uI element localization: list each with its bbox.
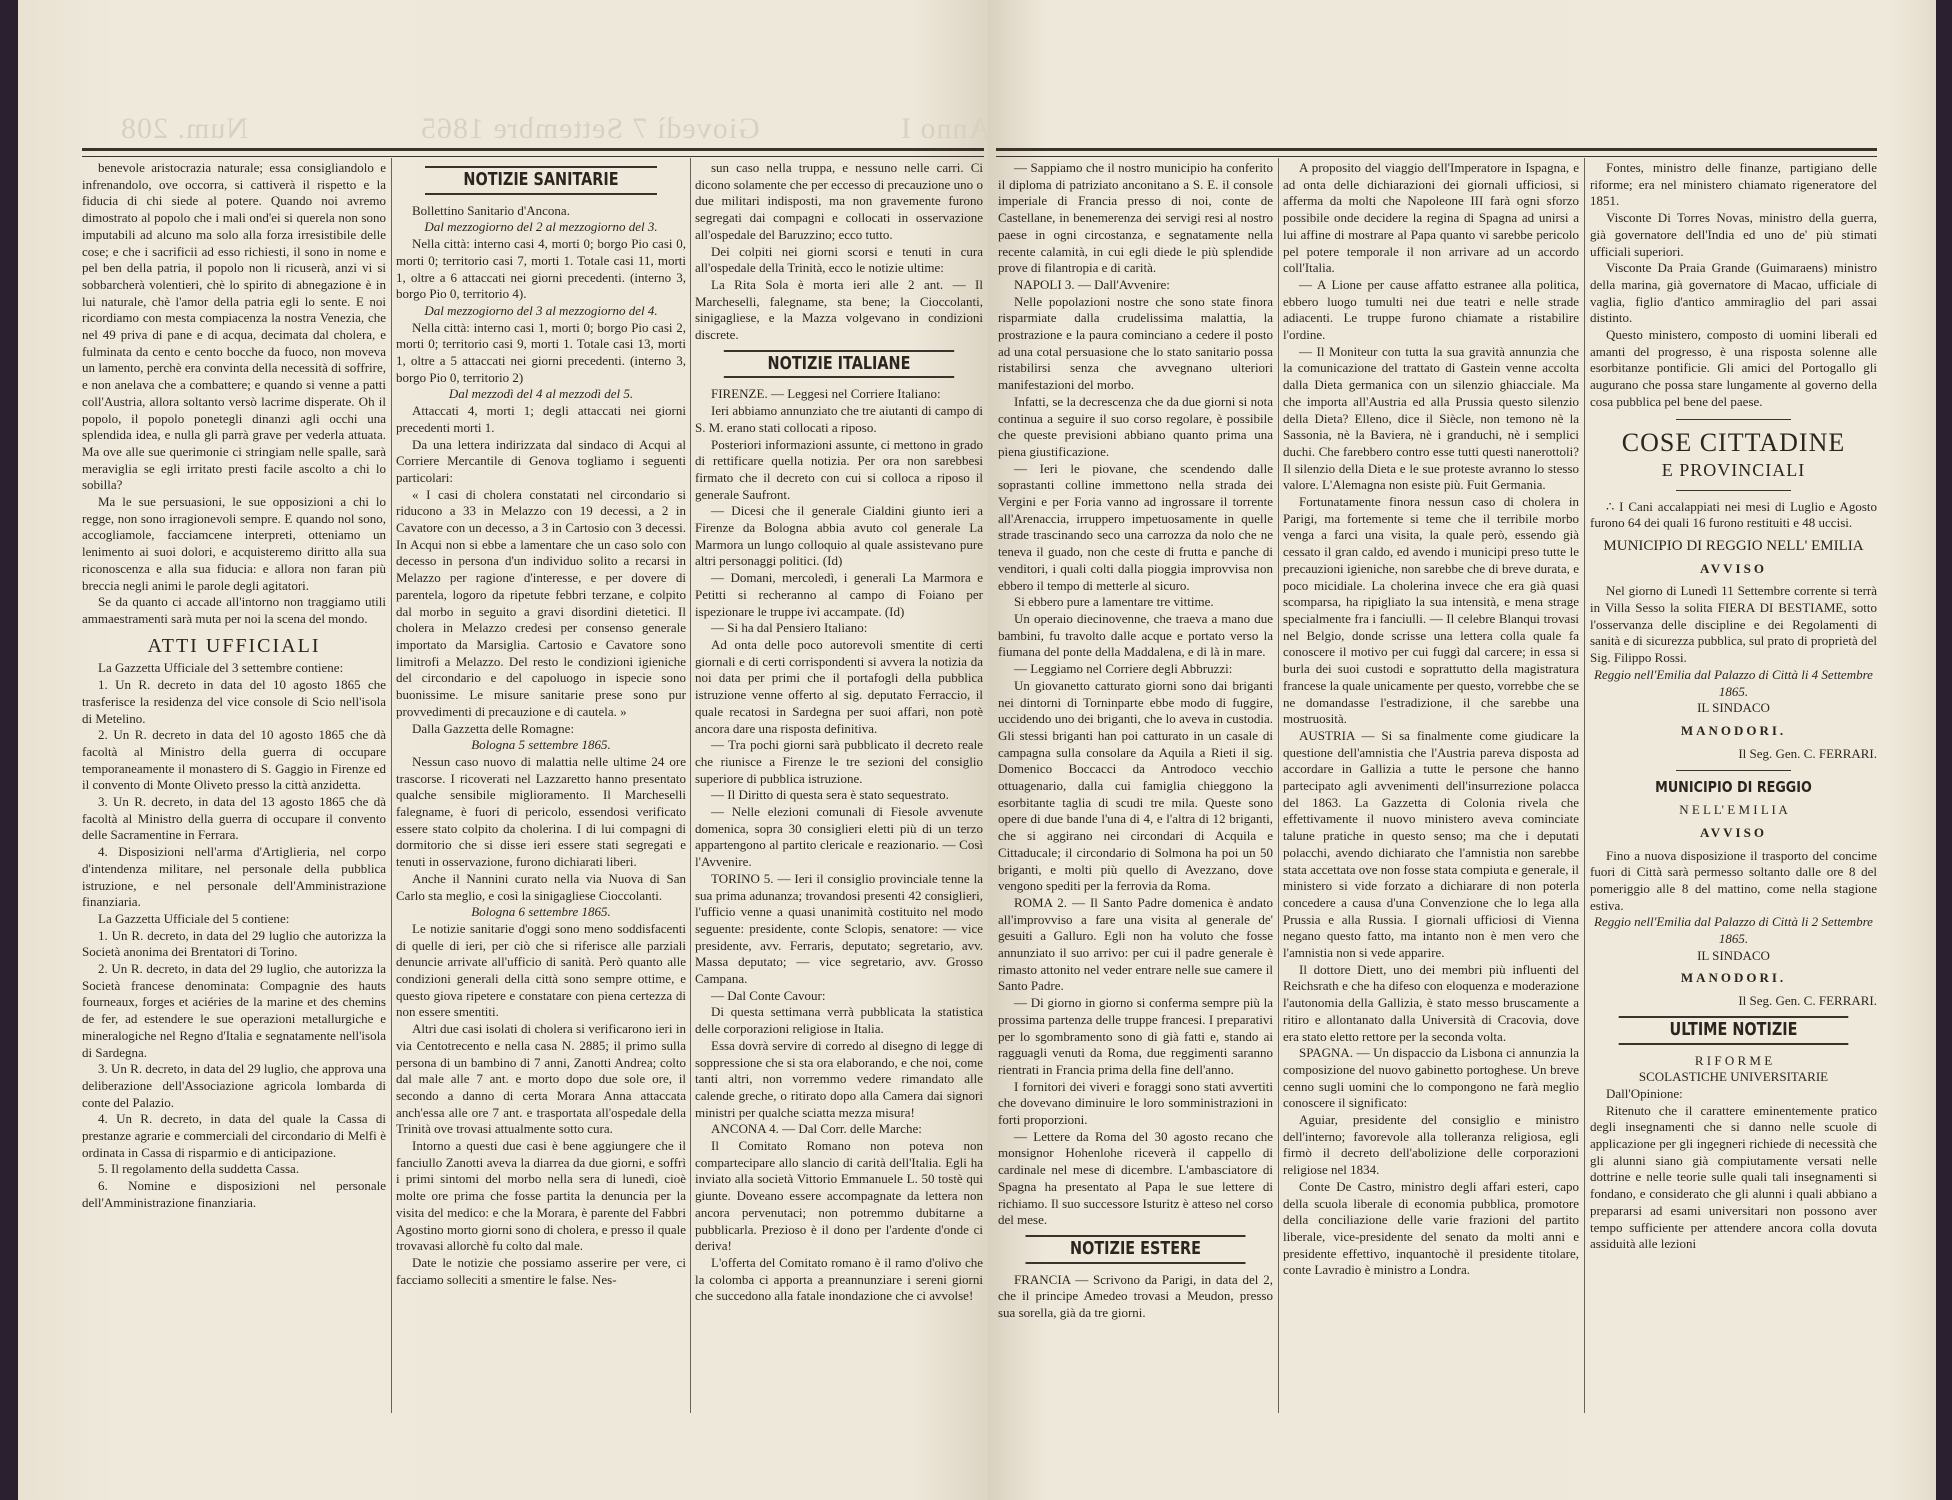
paragraph: — Dal Conte Cavour: xyxy=(711,987,826,1003)
article-column-1 xyxy=(82,160,386,1410)
divider xyxy=(1676,770,1791,771)
paragraph: Fortunatamente finora nessun caso di cholera in Parigi, ma fortemente si teme che il terribile morbo venga a farci una visita, la quale però, essendo già cessato il gran caldo, ed avendo i municipi preso tutte le precauzioni igieniche, non sarebbe che di breve durata, e poco micidiale. La cholerina invece che era già quasi scomparsa, ha ripigliato la sua intensità, e mena strage specialmente fra i fanciulli. — Il celebre Blanqui trovasi nel Belgio, donde scrisse una lettera colla quale fa conoscere il motivo per cui fuggì dal carcere; in essa si burla dei suoi custodi e soprattutto della magistratura francese la quale unicamente per questo, vorrebbe che se ne domandasse l'estradizione, il che sarebbe una mostruosità. xyxy=(1283,494,1579,727)
paragraph: Si ebbero pure a lamentare tre vittime. xyxy=(1014,594,1214,610)
dateline: Dal mezzodì del 4 al mezzodì del 5. xyxy=(448,386,634,402)
dateline: Reggio nell'Emilia dal Palazzo di Città li 4 Settembre 1865. xyxy=(1594,666,1873,699)
paragraph: Questo ministero, composto di uomini liberali ed amanti del progresso, è una risposta solenne alle esorbitanze pontificie. Gli amici del Portogallo gli augurano che possa stare lungamente al governo della cosa pubblica pel bene del paese. xyxy=(1590,327,1877,409)
paragraph: La Rita Sola è morta ieri alle 2 ant. — Il Marcheselli, falegname, sta bene; la Cioccolanti, sinigagliese, e la Mazza volgevano in condizioni discrete. xyxy=(695,276,983,343)
paragraph: Nessun caso nuovo di malattia nelle ultime 24 ore trascorse. I ricoverati nel Lazzaretto hanno presentato qualche sensibile miglioramento. Il Marcheselli falegname, è fuori di pericolo, essendosi verificato essere stato colpito da cholerina. I di lui compagni di dormitorio che si disse ieri essere stati segregati e tenuti in osservazione, furono dichiarati liberi. xyxy=(396,753,686,870)
paragraph: 1. Un R. decreto in data del 10 agosto 1865 che trasferisce la residenza del vice console di Scio nell'isola di Metelino. xyxy=(82,677,386,726)
paragraph: — Domani, mercoledì, i generali La Marmora e Petitti si recheranno al campo di Foiano per ispezionare le truppe ivi accampate. (Id) xyxy=(695,570,983,619)
paragraph: — A Lione per cause affatto estranee alla politica, ebbero luogo tumulti nei due teatri e nelle strade adiacenti. Le truppe furono chiamate a ristabilire l'ordine. xyxy=(1283,276,1579,343)
paragraph: Intorno a questi due casi è bene aggiungere che il fanciullo Zanotti aveva la diarrea da due giorni, e soffrì i primi sintomi del morbo nella sera di lunedì, cioè molte ore prima che fosse partita la denuncia per la visita del medico: e che la Morara, è parente del Fabbri Agostino morto giorni sono di cholera, e presso il quale trovavasi allorchè fu colto dal male. xyxy=(396,1138,686,1254)
paragraph: Nelle popolazioni nostre che sono state finora risparmiate dalla crudelissima malattia, la prostrazione e la paura cominciano a cedere il posto ad una cotal persuasione che lo stato sanitario possa ristabilirsi senza che avvegnano ulteriori manifestazioni del morbo. xyxy=(998,293,1273,393)
column-divider xyxy=(1278,158,1279,1413)
paragraph: FRANCIA — Scrivono da Parigi, in data del 2, che il principe Amedeo trovasi a Meudon, presso sua sorella, già da tre giorni. xyxy=(998,1271,1273,1321)
paragraph: Ad onta delle poco autorevoli smentite di certi giornali e di certi corrispondenti si avvera la notizia da noi data per primi che il portafogli della pubblica istruzione venne offerto al sig. deputato Ferraccio, il quale recatosi in Sardegna per suoi affari, non potè ancora dare una risposta definitiva. xyxy=(695,636,983,736)
paragraph: — Si ha dal Pensiero Italiano: xyxy=(711,620,868,636)
centered-line: SCOLASTICHE UNIVERSITARIE xyxy=(1638,1069,1829,1085)
centered-line: IL SINDACO xyxy=(1697,947,1770,963)
paragraph: Un operaio diecinovenne, che traeva a mano due bambini, fu travolto dalle acque e portato verso la fiumana del ponte della Maddalena, e di là in mare. xyxy=(998,610,1273,660)
paragraph: 4. Disposizioni nell'arma d'Artiglieria, nel corpo d'intendenza militare, nel personale della pubblica istruzione, e nel personale dell'Amministrazione finanziaria. xyxy=(82,844,386,910)
section-heading: NOTIZIE ESTERE xyxy=(1026,1235,1246,1264)
paragraph: Da una lettera indirizzata dal sindaco di Acqui al Corriere Mercantile di Genova togliamo i seguenti particolari: xyxy=(396,436,686,485)
paragraph: — Leggiamo nel Corriere degli Abbruzzi: xyxy=(1014,661,1233,677)
dateline: Dal mezzogiorno del 3 al mezzogiorno del 4. xyxy=(424,302,658,318)
paragraph: Dall'Opinione: xyxy=(1606,1085,1683,1101)
paragraph: ANCONA 4. — Dal Corr. delle Marche: xyxy=(711,1121,922,1137)
paragraph: Se da quanto ci accade all'intorno non traggiamo utili ammaestramenti sarà muta per noi la scena del mondo. xyxy=(82,594,386,626)
paragraph: Dalla Gazzetta delle Romagne: xyxy=(412,720,575,736)
paragraph: Date le notizie che possiamo asserire per vere, ci facciamo solleciti a smentire le false. Nes- xyxy=(396,1255,686,1287)
dateline: Bologna 5 settembre 1865. xyxy=(471,737,611,753)
paragraph: Nel giorno di Lunedì 11 Settembre corrente si terrà in Villa Sesso la solita FIERA DI BESTIAME, sotto l'osservanza delle discipline e dei Regolamenti di sanità e di sicurezza pubblica, sul prato di proprietà del Sig. Filippo Rossi. xyxy=(1590,583,1877,666)
paragraph: Bollettino Sanitario d'Ancona. xyxy=(412,202,570,218)
notice-title: MANODORI. xyxy=(1680,970,1787,986)
paragraph: Le notizie sanitarie d'oggi sono meno soddisfacenti di quelle di ieri, per ciò che si riferisce alle parziali denuncie arrivate all'ufficio di sanità. Però quanto alle condizioni generali della città sono sempre ottime, e questo giova ripetere e constatare con piena certezza di non essere smentiti. xyxy=(396,920,686,1020)
paragraph: ROMA 2. — Il Santo Padre domenica è andato all'improvviso a fare una visita al generale de' gesuiti a Galluro. Egli non ha voluto che fosse annunziato il suo arrivo: per cui il padre generale è rimasto attonito nel veder entrare nelle sue camere il Santo Padre. xyxy=(998,894,1273,994)
paragraph: 5. Il regolamento della suddetta Cassa. xyxy=(98,1161,300,1177)
centered-line: IL SINDACO xyxy=(1697,700,1770,716)
dateline: Bologna 6 settembre 1865. xyxy=(471,904,611,920)
notice-title: MANODORI. xyxy=(1680,722,1787,738)
centered-line: N E L L' E M I L I A xyxy=(1679,802,1788,818)
article-column-2 xyxy=(396,160,686,1410)
paragraph: Infatti, se la decrescenza che da due giorni si nota continua a seguire il suo corso regolare, è possibile che queste previsioni abbiano quanto prima una piena giustificazione. xyxy=(998,393,1273,459)
dateline: Dal mezzogiorno del 2 al mezzogiorno del 3. xyxy=(424,219,658,235)
paragraph: Ritenuto che il carattere eminentemente pratico degli insegnamenti che si danno nelle scuole di applicazione per gli ingegneri richiede di necessità che gli alunni siano già compiutamente versati nelle dottrine e nelle teorie sulle quali tali insegnamenti si fondano, e considerato che gli alunni i quali abbiano a prepararsi ad esami universitari non possono aver tempo sufficiente per attendere ancora colla dovuta assiduità alle lezioni xyxy=(1590,1102,1877,1252)
paragraph: 3. Un R. decreto, in data del 29 luglio, che approva una deliberazione dell'Associazione agricola lombarda di conte del Palazio. xyxy=(82,1061,386,1110)
article-column-3 xyxy=(695,160,983,1410)
article-column-5 xyxy=(1283,160,1579,1410)
paragraph: L'offerta del Comitato romano è il ramo d'olivo che la colomba ci apporta a preannunziare i sereni giorni che succedono alla fatale inondazione che ci avvolse! xyxy=(695,1255,983,1304)
paragraph: Aguiar, presidente del consiglio e ministro dell'interno; favorevole alla tolleranza religiosa, egli firmò il decreto dell'abolizione delle corporazioni religiose nel 1834. xyxy=(1283,1112,1579,1178)
paragraph: Di questa settimana verrà pubblicata la statistica delle corporazioni religiose in Italia. xyxy=(695,1004,983,1037)
paragraph: Visconte Di Torres Novas, ministro della guerra, già governatore dell'India ed uno de' più stimati ufficiali superiori. xyxy=(1590,210,1877,259)
signature-line: Il Seg. Gen. C. FERRARI. xyxy=(1738,745,1877,761)
paragraph: Ma le sue persuasioni, le sue opposizioni a chi lo regge, non sono irragionevoli sempre. E quando nol sono, accogliamole, facciamcene interpreti, otteniamo un lenimento ai suoi dolori, e acquisteremo diritto alla sua riconoscenza e alla sua fiducia: e allora non faran più breccia negli animi le parole degli agitatori. xyxy=(82,494,386,593)
notice-title: AVVISO xyxy=(1700,824,1767,840)
notice-title: AVVISO xyxy=(1700,560,1767,576)
section-heading: ULTIME NOTIZIE xyxy=(1619,1016,1849,1045)
left-header-rule xyxy=(82,148,984,157)
paragraph: — Ieri le piovane, che scendendo dalle soprastanti colline immettono nella strada dei Vergini e per Foria vanno ad ingrossare il torrente all'Arenaccia, irruppero impetuosamente in quelle strade trascinando seco una carrozza da nolo che ne teneva il guado, non che ceste di frutta e panche di venditori, i quali colti dalla pioggia improvvisa non ebbero il tempo di metterle al sicuro. xyxy=(998,460,1273,593)
paragraph: 3. Un R. decreto, in data del 13 agosto 1865 che dà facoltà al Ministro della guerra di occupare il convento delle Sacramentine in Ferrara. xyxy=(82,794,386,843)
paragraph: Conte De Castro, ministro degli affari esteri, capo della scuola liberale di economia pubblica, promotore della conciliazione delle varie frazioni del partito liberale, vice-presidente del senato da molti anni e presidente effettivo, inquantochè il presidente titolare, conte Lavradio è ministro a Londra. xyxy=(1283,1178,1579,1278)
signature-line: Il Seg. Gen. C. FERRARI. xyxy=(1738,993,1877,1009)
paragraph: sun caso nella truppa, e nessuno nelle carri. Ci dicono solamente che per eccesso di precauzione uno o due militari indisposti, ma non gravemente furono segregati dai compagni e collocati in osservazione all'ospedale del Baruzzino; ecco tutto. xyxy=(695,160,983,242)
column-divider xyxy=(690,158,691,1413)
dateline: Reggio nell'Emilia dal Palazzo di Città li 2 Settembre 1865. xyxy=(1594,914,1873,947)
paragraph: SPAGNA. — Un dispaccio da Lisbona ci annunzia la composizione del nuovo gabinetto portoghese. Un breve cenno sugli uomini che lo compongono ne farà meglio conoscere il significato: xyxy=(1283,1045,1579,1111)
paragraph: 6. Nomine e disposizioni nel personale dell'Amministrazione finanziaria. xyxy=(82,1178,386,1210)
paragraph: — Il Diritto di questa sera è stato sequestrato. xyxy=(711,787,949,803)
ghost-date: Giovedì 7 Settembre 1865 xyxy=(420,112,760,145)
paragraph: TORINO 5. — Ieri il consiglio provinciale tenne la sua prima adunanza; trovandosi presenti 42 consiglieri, l'ufficio venne a quasi unanimità costituito nel modo seguente: presidente, conte Sclopis, senatore: — vice presidente, avv. Ferraris, deputato; segretario, avv. Massa deputato; — vice segretario, avv. Grosso Campana. xyxy=(695,870,983,987)
paragraph: — Lettere da Roma del 30 agosto recano che monsignor Hohenlohe riceverà il cappello di cardinale nel mese di dicembre. L'ambasciatore di Spagna ha presentato al Papa le sue lettere di richiamo. Il suo successore Isturitz è atteso nel corso del mese. xyxy=(998,1128,1273,1228)
paragraph: La Gazzetta Ufficiale del 3 settembre contiene: xyxy=(98,660,344,676)
paragraph: A proposito del viaggio dell'Imperatore in Ispagna, e ad onta delle dichiarazioni dei giornali ufficiosi, si afferma da molti che Napoleone III farà ogni sforzo possibile onde decidere la regina di Spagna ad unirsi a lui affine di mostrare al Papa quanto vi sarebbe pericolo pel potere temporale il non arrivare ad un accordo coll'Italia. xyxy=(1283,160,1579,276)
paragraph: Posteriori informazioni assunte, ci mettono in grado di rettificare quella notizia. Per ora non sarebbesi firmato che il decreto con cui si colloca a riposo il generale Saufront. xyxy=(695,436,983,502)
ghost-issue-number: Num. 208 xyxy=(120,112,248,145)
centered-line: R I F O R M E xyxy=(1694,1052,1773,1068)
paragraph: benevole aristocrazia naturale; essa consigliandolo e infrenandolo, ove occorra, si cattiverà il rispetto e la fiducia di chi siede al potere. Quando noi avremo dimostrato al popolo che i mali ond'ei si querela non sono imputabili ad alcuno ma solo alla forza irresistibile delle cose; e che i sacrificii ad esso richiesti, il sono in nome e pel ben della patria, il popolo non li ricuserà, anzi vi si sobbarcherà volentieri, chè lo spirito di abnegazione è in lui naturale, chè l'amor della patria egli lo sente. E noi ricordiamo con mesta compiacenza la nostra Venezia, che nel 49 priva di pane e di acqua, decimata dal cholera, e fulminata da cento e cento bocche da fuoco, non moveva un lamento, perchè era convinta della necessità di soffrire, e non anelava che a combattere; e quando si venne a patti coll'Austria, allora soltanto versò lacrime disperate. Oh il popolo, il popolo ponetegli dinanzi agli occhi una splendida idea, e nulla gli parrà grave per vederla attuata. Ma ove alle sue querimonie ci stringiam nelle spalle, sarà meraviglia se egli irritato presti facile ascolto a chi lo sobilla? xyxy=(82,160,386,493)
paragraph: 4. Un R. decreto, in data del quale la Cassa di prestanze agrarie e commerciali del circondario di Melfi è ordinata in Cassa di risparmio e di anticipazione. xyxy=(82,1111,386,1160)
paragraph: Un giovanetto catturato giorni sono dai briganti nei dintorni di Torninparte ebbe modo di fuggire, uccidendo uno dei briganti, che lo aveva in custodia. Gli stessi briganti han poi catturato in un casale di campagna sulla consolare da Aquila a Rieti il sig. Domenico Boccacci da Antrodoco vecchio ottuagenario, dalla cui famiglia chieggono la esorbitante taglia di scudi tre mila. Queste sono opere di due bande l'una di 4, e l'altra di 12 briganti, che si aggirano nei circondari di Acquila e Cittaducale; il circondario di Solmona ha poi un 50 briganti, e molti più quello di Avezzano, dove vengono spediti per la ferrovia da Roma. xyxy=(998,677,1273,894)
paragraph: Altri due casi isolati di cholera si verificarono ieri in via Centotrecento e nella casa N. 2885; il primo sulla persona di un bambino di 7 anni, Zanotti Andrea; colto dal male alle 7 ant. e morto dopo due sole ore, il secondo a danno di certa Morara Anna attaccata anch'essa alle ore 7 ant. e trasportata all'ospedale della Trinità ove trovasi attualmente sotto cura. xyxy=(396,1021,686,1137)
paragraph: — Di giorno in giorno si conferma sempre più la prossima partenza delle truppe francesi. I preparativi per lo sgombramento sono di già fatti e, stando ai ragguagli venuti da Roma, due reggimenti saranno rientrati in Francia prima della fine dell'anno. xyxy=(998,995,1273,1077)
section-heading: NOTIZIE SANITARIE xyxy=(425,166,657,195)
section-heading: NOTIZIE ITALIANE xyxy=(724,350,954,379)
article-column-4 xyxy=(998,160,1273,1410)
paragraph: 1. Un R. decreto, in data del 29 luglio che autorizza la Società anonima dei Brentatori di Torino. xyxy=(82,927,386,960)
right-header-rule xyxy=(996,148,1877,157)
paragraph: Anche il Nannini curato nella via Nuova di San Carlo sta meglio, e così la sinigagliese Cioccolanti. xyxy=(396,870,686,903)
paragraph: — Il Moniteur con tutta la sua gravità annunzia che la comunicazione del trattato di Gastein venne accolta dalla Dieta germanica con un silenzio ghiacciale. Ma che importa all'Austria ed alla Prussia questo silenzio della Dieta? Elleno, dice il Siècle, non temono nè la Sassonia, nè la Baviera, nè i granduchi, nè i semplici duchi. Che farebbero contro esse tutti questi nanerottoli? Il silenzio della Dieta e le sue proteste avranno lo stesso valore. L'Alemagna non esiste più. Fuit Germania. xyxy=(1283,343,1579,493)
section-heading: COSE CITTADINE xyxy=(1621,427,1846,457)
paragraph: — Sappiamo che il nostro municipio ha conferito il diploma di patriziato anconitano a S. E. il console imperiale di Francia presso di noi, conte de Castellane, in benemerenza dei servigi resi al nostro paese in ogni circostanza, e segnatamente nella recente calamità, in cui egli diede le più splendide prove di filantropia e di carità. xyxy=(998,160,1273,276)
paragraph: Fontes, ministro delle finanze, partigiano delle riforme; era nel ministero chiamato rigeneratore del 1851. xyxy=(1590,160,1877,209)
paragraph: NAPOLI 3. — Dall'Avvenire: xyxy=(1014,276,1170,292)
paragraph: I fornitori dei viveri e foraggi sono stati avvertiti che dovevano diminuire le loro somministrazioni in forti proporzioni. xyxy=(998,1078,1273,1128)
column-divider xyxy=(391,158,392,1413)
paragraph: Visconte Da Praia Grande (Guimaraens) ministro della marina, già governatore di Macao, ufficiale di vaglia, figlio d'antico ammiraglio del pari assai distinto. xyxy=(1590,260,1877,326)
paragraph: Il dottore Diett, uno dei membri più influenti del Reichsrath e che ha difeso con eloquenza e moderazione l'autonomia della Gallizia, è stato messo bruscamente a ritiro e allontanato dalla Università di Cracovia, dove era stato eletto rettore per la seconda volta. xyxy=(1283,961,1579,1044)
divider xyxy=(1676,419,1791,420)
paragraph: FIRENZE. — Leggesi nel Corriere Italiano: xyxy=(711,386,941,402)
paragraph: Il Comitato Romano non poteva non compartecipare allo slancio di carità dell'Italia. Egli ha inviato alla società Vittorio Emmanuele L. 50 tostè qui giunte. Doveano essere accompagnate da lettera non ancora pervenutaci; non potremmo dubitarne a pubblicarla. Prezioso è il dono per l'ardente d'onde ci deriva! xyxy=(695,1138,983,1254)
divider xyxy=(1676,490,1791,491)
paragraph: — Nelle elezioni comunali di Fiesole avvenute domenica, sopra 30 consiglieri eletti più di un terzo appartengono al partito clericale e reazionario. — Così l'Avvenire. xyxy=(695,804,983,870)
paragraph: — Tra pochi giorni sarà pubblicato il decreto reale che riunisce a Firenze le tre sezioni del consiglio superiore di pubblica istruzione. xyxy=(695,737,983,786)
article-column-6 xyxy=(1590,160,1877,1410)
paragraph: AUSTRIA — Si sa finalmente come giudicare la questione dell'amnistia che l'Austria pareva disposta ad accordare in Gallizia a tutte le persone che hanno partecipato agli avvenimenti dell'insurrezione polacca del 1863. La Gazzetta di Colonia rivela che effettivamente il nuovo ministero aveva cominciate talune pratiche in questo senso; ma che i deputati polacchi, avendo dichiarato che l'amnistia non sarebbe stata accettata ove non fosse stata compiuta e generale, il ministero si vide forzato a dichiarare di non poterla concedere a causa d'una Convenzione che lo lega alla Prussia e alla Russia. I giornali ufficiosi di Vienna negano questo fatto, ma intanto non è men vero che l'amnistia non si vede apparire. xyxy=(1283,727,1579,961)
paragraph: 2. Un R. decreto in data del 10 agosto 1865 che dà facoltà al Ministro della guerra di occupare temporaneamente il monastero di S. Gaggio in Firenze ed il convento di Monte Oliveto presso la città anzidetta. xyxy=(82,727,386,793)
paragraph: Nella città: interno casi 4, morti 0; borgo Pio casi 0, morti 0; territorio casi 7, morti 1. Totale casi 11, morti 1, oltre a 6 attaccati nei giorni precedenti. (interno 3, borgo Pio 0, territorio 4). xyxy=(396,236,686,302)
paragraph: Ieri abbiamo annunziato che tre aiutanti di campo di S. M. erano stati collocati a riposo. xyxy=(695,403,983,435)
notice-heading: MUNICIPIO DI REGGIO NELL' EMILIA xyxy=(1603,537,1864,554)
section-subheading: E PROVINCIALI xyxy=(1661,459,1806,480)
paragraph: — Dicesi che il generale Cialdini giunto ieri a Firenze da Bologna abbia avuto col generale La Marmora un lungo colloquio al quale assistevano pure altri personaggi politici. (Id) xyxy=(695,503,983,569)
paragraph: Essa dovrà servire di corredo al disegno di legge di soppressione che si sta ora elaborando, e che noi, come tanti altri, non vorremmo vedere rimandato alle calende greche, o ritirato dopo alla Camera dai signori ministri per qualche sciatta mezza misura! xyxy=(695,1037,983,1120)
paragraph: Fino a nuova disposizione il trasporto del concime fuori di Città sarà permesso soltanto dalle ore 8 del pomeriggio alle 8 del mattino, come nella stagione estiva. xyxy=(1590,847,1877,913)
paragraph: La Gazzetta Ufficiale del 5 contiene: xyxy=(98,910,290,926)
column-divider xyxy=(1584,158,1585,1413)
paragraph: ∴ I Cani accalappiati nei mesi di Luglio e Agosto furono 64 dei quali 16 furono restituiti e 48 uccisi. xyxy=(1590,498,1877,531)
ghost-year: Anno I xyxy=(900,112,991,145)
section-heading: ATTI UFFICIALI xyxy=(147,634,321,657)
paragraph: « I casi di cholera constatati nel circondario si riducono a 33 in Melazzo con 19 decessi, a 2 in Cavatore con un decesso, a 3 in Cartosio con 3 decessi. In Acqui non si ebbe a lamentare che un caso solo con decesso in persona d'un individuo solito a recarsi in Melazzo per ragione d'interesse, e per dovere di parentela, logoro da ripetute febbri terzane, e colpito dal morbo in seguito a gravi disordini dietetici. Il cholera in Melazzo credesi per consenso generale importato da Marsiglia. Cartosio e Cavatore sono limitrofi a Melazzo. Del resto le condizioni igieniche del circondario e del capoluogo in ispecie sono buonissime. Le misure sanitarie prese sono pur provvedimenti di precauzione e di cautela. » xyxy=(396,486,686,719)
paragraph: 2. Un R. decreto, in data del 29 luglio, che autorizza la Società francese denominata: Compagnie des hauts fourneaux, forges et aciéries de la marine et des chemins de fer, ad estendere le sue operazioni metallurgiche e mineralogiche nel Regno d'Italia e segnatamente nell'isola di Sardegna. xyxy=(82,961,386,1060)
section-heading: MUNICIPIO DI REGGIO xyxy=(1655,778,1812,797)
paragraph: Dei colpiti nei giorni scorsi e tenuti in cura all'ospedale della Trinità, ecco le notizie ultime: xyxy=(695,243,983,276)
paragraph: Nella città: interno casi 1, morti 0; borgo Pio casi 2, morti 0; territorio casi 9, morti 1. Totale casi 13, morti 1, oltre a 5 attaccati nei giorni precedenti. (interno 3, borgo Pio 0, territorio 2) xyxy=(396,319,686,385)
paragraph: Attaccati 4, morti 1; degli attaccati nei giorni precedenti morti 1. xyxy=(396,403,686,435)
